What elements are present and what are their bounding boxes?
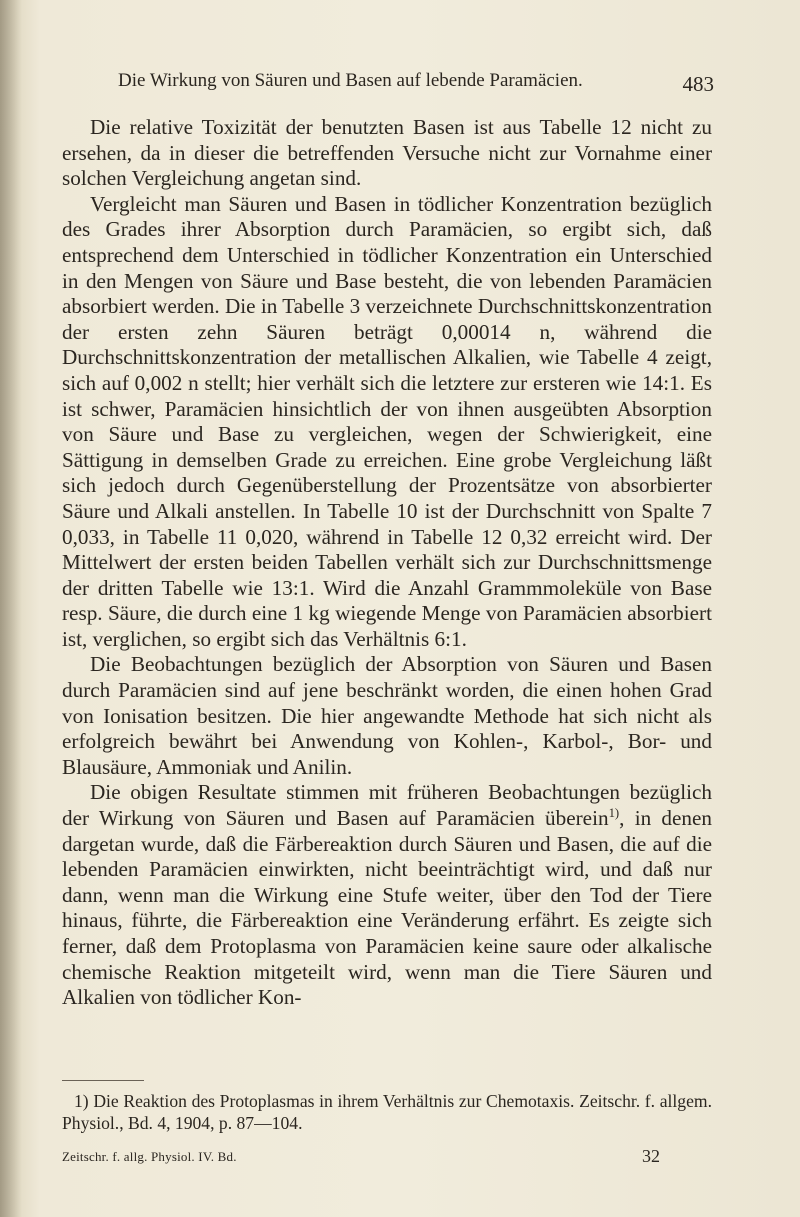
binding-shadow — [0, 0, 22, 1217]
footnote — [62, 1090, 712, 1134]
page-number: 483 — [682, 72, 714, 96]
footnote-divider — [62, 1080, 144, 1081]
footnote-reference: 1) — [608, 805, 620, 820]
body-text — [62, 115, 712, 1011]
page-header — [118, 70, 714, 100]
journal-signature: Zeitschr. f. allg. Physiol. IV. Bd. — [62, 1149, 237, 1164]
paragraph-text: Die obigen Resultate stimmen mit früheren Beobachtungen bezüglich der Wirkung von Säuren und Basen auf Paramäcien überein — [62, 780, 712, 831]
signature-number: 32 — [642, 1146, 660, 1166]
paragraph: Die Beobachtungen bezüglich der Absorption von Säuren und Basen durch Paramäcien sind auf jene beschränkt worden, die einen hohen Grad von Ionisation besitzen. Die hier angewandte Methode hat sich nicht als erfolgreich bewährt bei Anwendung von Kohlen-, Karbol-, Bor- und Blausäure, Ammoniak und Anilin. — [62, 652, 712, 779]
paragraph-text: , in denen dargetan wurde, daß die Färbereaktion durch Säuren und Basen, die auf die lebenden Paramäcien einwirkten, nicht beeinträchtigt wird, und daß nur dann, wenn man die Wirkung eine Stufe weiter, über den Tod der Tiere hinaus, führte, die Färbereaktion eine Veränderung erfährt. Es zeigte sich ferner, daß dem Protoplasma von Paramäcien keine saure oder alkalische chemische Reaktion mitgeteilt wird, wenn man die Tiere Säuren und Alkalien von tödlicher Kon- — [62, 806, 712, 1010]
paragraph: Vergleicht man Säuren und Basen in tödlicher Konzentration bezüglich des Grades ihrer Absorption durch Paramäcien, so ergibt sich, daß entsprechend dem Unterschied in tödlicher Konzentration ein Unterschied in den Mengen von Säure und Base besteht, die von lebenden Paramäcien absorbiert werden. Die in Tabelle 3 verzeichnete Durchschnittskonzentration der ersten zehn Säuren beträgt 0,00014 n, während die Durchschnittskonzentration der metallischen Alkalien, wie Tabelle 4 zeigt, sich auf 0,002 n stellt; hier verhält sich die letztere zur ersteren wie 14:1. Es ist schwer, Paramäcien hinsichtlich der von ihnen ausgeübten Absorption von Säure und Base zu vergleichen, wegen der Schwierigkeit, eine Sättigung in demselben Grade zu erreichen. Eine grobe Vergleichung läßt sich jedoch durch Gegenüberstellung der Prozentsätze von absorbierter Säure und Alkali anstellen. In Tabelle 10 ist der Durchschnitt von Spalte 7 0,033, in Tabelle 11 0,020, während in Tabelle 12 0,32 erreicht wird. Der Mittelwert der ersten beiden Tabellen verhält sich zur Durchschnittsmenge der dritten Tabelle wie 13:1. Wird die Anzahl Grammmoleküle von Base resp. Säure, die durch eine 1 kg wiegende Menge von Paramäcien absorbiert ist, verglichen, so ergibt sich das Verhältnis 6:1. — [62, 191, 712, 651]
running-head: Die Wirkung von Säuren und Basen auf lebende Paramäcien. — [118, 70, 583, 91]
paragraph — [62, 780, 712, 1010]
footnote-marker: 1) — [74, 1091, 89, 1111]
footnote-text: Die Reaktion des Protoplasmas in ihrem Verhältnis zur Chemotaxis. Zeitschr. f. allgem. Physiol., Bd. 4, 1904, p. 87—104. — [62, 1091, 713, 1133]
signature-line — [62, 1146, 712, 1168]
paragraph: Die relative Toxizität der benutzten Basen ist aus Tabelle 12 nicht zu ersehen, da in dieser die betreffenden Versuche nicht zur Vornahme einer solchen Vergleichung angetan sind. — [62, 115, 712, 191]
